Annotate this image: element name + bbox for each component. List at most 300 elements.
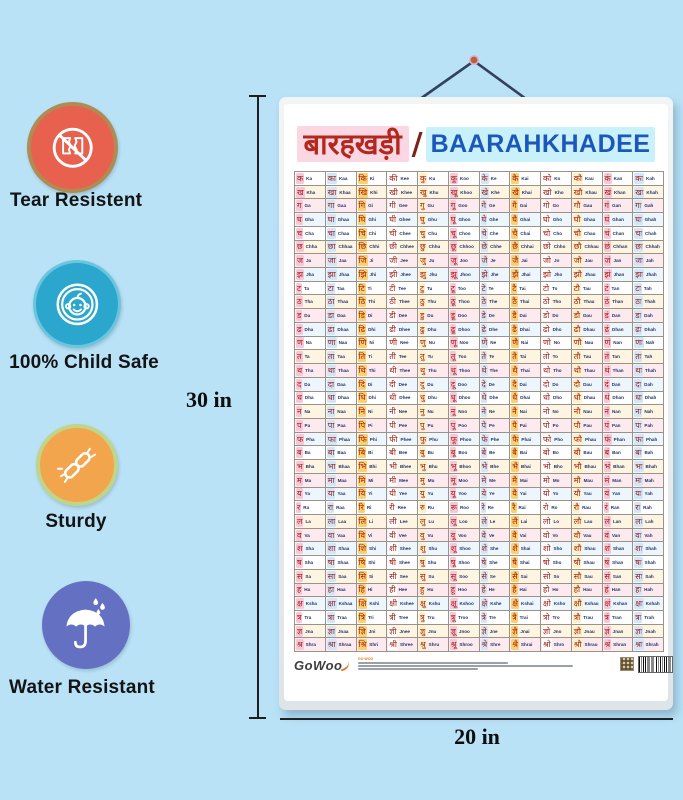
devanagari-char: क्षौ [573,599,582,609]
table-cell [449,227,480,240]
devanagari-char: वो [543,530,550,540]
title-hindi: बारहखड़ी [297,126,409,162]
table-row [295,323,663,337]
romanization: Shi [369,546,377,552]
romanization: Thai [519,299,530,305]
table-cell [480,309,511,322]
table-cell [572,638,603,651]
devanagari-char: ण [297,338,303,348]
table-cell [387,282,418,295]
table-cell [449,638,480,651]
table-cell [326,515,357,528]
romanization: Maa [337,477,347,483]
romanization: Joo [459,258,468,264]
romanization: Phai [521,436,532,442]
romanization: Loo [459,518,468,524]
devanagari-char: खः [635,187,644,197]
table-cell [633,309,663,322]
romanization: She [489,546,499,552]
romanization: Rai [518,505,526,511]
devanagari-char: तः [635,352,642,362]
romanization: Dha [304,326,314,332]
devanagari-char: क्षू [450,599,457,609]
romanization: Ya [304,491,311,497]
romanization: Bhu [428,463,438,469]
romanization: Ne [488,409,495,415]
barakhadi-table [294,171,664,652]
romanization: Phu [429,436,438,442]
table-cell [541,323,572,336]
devanagari-char: पि [358,420,366,430]
table-cell [326,254,357,267]
table-cell [387,625,418,638]
table-cell [387,638,418,651]
romanization: Vau [583,532,592,538]
romanization: Dai [519,381,527,387]
table-cell [449,515,480,528]
table-cell [295,392,326,405]
romanization: Shai [519,559,530,565]
devanagari-char: नू [450,407,456,417]
devanagari-char: रो [543,503,549,513]
romanization: Jnai [520,628,530,634]
romanization: Nai [521,340,529,346]
table-cell [326,611,357,624]
table-cell [449,570,480,583]
table-cell [603,295,634,308]
romanization: Chau [583,230,596,236]
devanagari-char: सो [543,571,551,581]
table-cell [480,474,511,487]
table-cell [572,186,603,199]
table-cell [572,488,603,501]
table-cell [572,350,603,363]
romanization: Ni [368,409,373,415]
romanization: Ko [554,175,561,181]
romanization: Trai [519,614,528,620]
devanagari-char: कू [450,173,457,183]
table-cell [480,515,511,528]
romanization: Gi [368,203,373,209]
romanization: Vah [644,532,653,538]
devanagari-char: दै [512,379,517,389]
devanagari-char: भौ [573,461,582,471]
table-cell [295,638,326,651]
devanagari-char: घे [481,215,487,225]
table-cell [603,597,634,610]
table-cell [326,350,357,363]
devanagari-char: फू [450,434,457,444]
table-cell [603,433,634,446]
table-cell [326,405,357,418]
romanization: Sha [304,559,314,565]
table-cell [449,350,480,363]
devanagari-char: जे [481,256,488,266]
table-cell [480,213,511,226]
table-cell [449,378,480,391]
romanization: Bi [368,450,373,456]
table-cell [357,282,388,295]
devanagari-char: क्षै [512,599,518,609]
romanization: Da [304,381,311,387]
romanization: Tri [368,614,374,620]
table-row [295,584,663,598]
devanagari-char: घा [327,215,335,225]
romanization: Pai [519,422,527,428]
devanagari-char: ज [297,256,303,266]
table-cell [572,460,603,473]
table-cell [480,405,511,418]
table-cell [633,241,663,254]
devanagari-char: षू [450,557,456,567]
romanization: Kaa [338,175,348,181]
devanagari-char: लः [635,516,643,526]
devanagari-char: त्रः [635,612,642,622]
devanagari-char: ठौ [573,297,581,307]
fine-print-line [358,665,573,667]
romanization: De [488,381,495,387]
devanagari-char: वा [327,530,335,540]
devanagari-char: थु [420,365,426,375]
romanization: Bah [644,450,654,456]
devanagari-char: डै [512,311,517,321]
romanization: Yaa [337,491,346,497]
romanization: Ru [427,505,434,511]
devanagari-char: ठ [297,297,302,307]
romanization: Shaa [337,559,349,565]
table-cell [295,625,326,638]
devanagari-char: वः [635,530,642,540]
romanization: Kha [306,189,316,195]
devanagari-char: गू [450,201,456,211]
romanization: Ti [367,285,372,291]
table-cell [480,254,511,267]
devanagari-char: मो [543,475,550,485]
devanagari-char: त्रं [604,612,609,622]
table-cell [633,378,663,391]
romanization: Thoo [458,299,470,305]
table-cell [418,186,449,199]
devanagari-char: ष [297,557,302,567]
devanagari-char: थो [543,365,551,375]
romanization: The [489,367,498,373]
table-cell [357,350,388,363]
table-cell [603,268,634,281]
height-dimension-line [257,96,259,719]
devanagari-char: ता [327,352,335,362]
table-cell [326,625,357,638]
devanagari-char: लु [420,516,426,526]
table-cell [541,392,572,405]
devanagari-char: वू [450,530,456,540]
table-cell [572,241,603,254]
devanagari-char: त्रु [420,612,425,622]
table-cell [387,392,418,405]
devanagari-char: श्री [389,640,397,650]
devanagari-char: टि [358,283,365,293]
devanagari-char: जा [327,256,336,266]
table-cell [295,611,326,624]
table-cell [387,309,418,322]
devanagari-char: धं [604,393,610,403]
table-row [295,515,663,529]
table-cell [480,433,511,446]
devanagari-char: दू [450,379,455,389]
devanagari-char: षो [543,557,550,567]
romanization: Ban [612,450,621,456]
table-cell [603,392,634,405]
table-cell [480,446,511,459]
table-cell [541,172,572,185]
table-cell [633,542,663,555]
romanization: Sa [305,573,312,579]
romanization: Ta [304,285,310,291]
devanagari-char: झि [358,269,367,279]
romanization: Bau [583,450,593,456]
table-cell [418,350,449,363]
table-cell [295,597,326,610]
table-cell [326,474,357,487]
table-cell [603,282,634,295]
table-cell [572,501,603,514]
romanization: Kshau [584,601,599,607]
table-cell [387,364,418,377]
romanization: Ku [429,175,436,181]
romanization: De [488,313,495,319]
romanization: The [489,299,498,305]
devanagari-char: लं [604,516,610,526]
devanagari-char: यो [543,489,550,499]
table-cell [633,323,663,336]
romanization: Troo [458,614,469,620]
romanization: Dai [519,313,527,319]
table-cell [449,295,480,308]
table-row [295,446,663,460]
table-cell [603,405,634,418]
devanagari-char: ले [481,516,487,526]
romanization: Pho [554,436,563,442]
romanization: Thi [368,299,376,305]
poster-footer [292,654,668,678]
devanagari-char: नी [389,407,396,417]
table-cell [295,433,326,446]
devanagari-char: लू [450,516,457,526]
table-cell [357,625,388,638]
table-cell [510,337,541,350]
table-cell [480,556,511,569]
devanagari-char: भो [543,461,551,471]
devanagari-char: वौ [573,530,581,540]
table-cell [510,570,541,583]
table-row [295,488,663,502]
devanagari-char: सौ [573,571,582,581]
romanization: Chai [520,230,531,236]
table-cell [541,584,572,597]
table-cell [510,529,541,542]
romanization: Cha [305,230,314,236]
table-row [295,542,663,556]
table-cell [418,597,449,610]
devanagari-char: पै [512,420,517,430]
devanagari-char: हु [420,585,425,595]
devanagari-char: ठु [420,297,425,307]
devanagari-char: ख [297,187,304,197]
devanagari-char: जी [389,256,398,266]
devanagari-char: चि [358,228,366,238]
romanization: Dee [398,313,408,319]
romanization: Daa [337,381,346,387]
romanization: Dan [611,313,621,319]
romanization: Se [489,573,496,579]
romanization: Jni [368,628,376,634]
romanization: Kai [521,175,529,181]
devanagari-char: के [481,173,488,183]
devanagari-char: ढ [297,324,302,334]
devanagari-char: रू [450,503,457,513]
devanagari-char: झ [297,269,304,279]
romanization: Saa [338,573,347,579]
romanization: Du [427,313,434,319]
table-cell [603,515,634,528]
table-cell [357,515,388,528]
devanagari-char: न [297,407,302,417]
devanagari-char: घं [604,215,610,225]
romanization: Jha [306,271,314,277]
table-cell [326,433,357,446]
romanization: Kshee [400,601,414,607]
devanagari-char: छो [543,242,551,252]
romanization: Trah [644,614,654,620]
table-cell [418,474,449,487]
romanization: Dah [644,313,653,319]
devanagari-char: ठः [635,297,642,307]
romanization: Mai [520,477,528,483]
devanagari-char: फः [635,434,644,444]
romanization: Chhoo [459,244,474,250]
devanagari-char: ठी [389,297,396,307]
devanagari-char: टो [543,283,550,293]
table-cell [541,556,572,569]
romanization: Ghau [583,217,596,223]
romanization: Chhai [520,244,534,250]
romanization: Te [489,354,495,360]
devanagari-char: कं [604,173,611,183]
devanagari-char: थं [604,365,610,375]
romanization: Thah [644,299,656,305]
poster-title [284,126,668,162]
romanization: Thai [520,367,530,373]
devanagari-char: धे [481,393,487,403]
table-cell [572,611,603,624]
devanagari-char: घू [450,215,456,225]
romanization: Pha [306,436,315,442]
romanization: Rau [582,505,591,511]
table-cell [510,172,541,185]
table-cell [295,378,326,391]
devanagari-char: बि [358,448,366,458]
romanization: Ni [369,340,374,346]
table-cell [541,364,572,377]
romanization: Gu [427,203,434,209]
devanagari-char: डं [604,311,609,321]
romanization: Jno [553,628,562,634]
romanization: Moo [458,477,468,483]
table-cell [510,186,541,199]
devanagari-char: यी [389,489,396,499]
romanization: Kshaa [338,601,353,607]
table-cell [449,501,480,514]
table-cell [480,542,511,555]
table-cell [357,542,388,555]
brand-logo [294,658,350,673]
table-cell [357,172,388,185]
romanization: Yu [427,491,434,497]
devanagari-char: दी [389,379,396,389]
devanagari-char: र [297,503,301,513]
romanization: Jai [521,258,528,264]
devanagari-char: ठै [512,297,517,307]
table-cell [357,488,388,501]
table-cell [357,584,388,597]
romanization: Chhi [369,244,380,250]
fine-print-brand-line: GO WOO [358,657,374,661]
table-cell [418,529,449,542]
romanization: Tha [305,367,314,373]
devanagari-char: ये [481,489,487,499]
table-cell [449,556,480,569]
table-cell [387,295,418,308]
romanization: Shee [398,559,410,565]
table-cell [480,419,511,432]
table-row [295,392,663,406]
devanagari-char: श्रू [450,640,457,650]
romanization: Man [612,477,622,483]
table-cell [387,474,418,487]
table-cell [572,227,603,240]
romanization: Tah [643,285,652,291]
table-row [295,474,663,488]
child-safe-badge [33,260,121,348]
table-cell [633,625,663,638]
devanagari-char: झू [450,269,457,279]
devanagari-char: थि [358,365,366,375]
romanization: Tran [611,614,622,620]
romanization: Jhee [400,271,411,277]
devanagari-char: मं [604,475,610,485]
table-cell [295,405,326,418]
table-cell [418,515,449,528]
romanization: Chho [553,244,566,250]
table-cell [572,419,603,432]
table-cell [541,638,572,651]
romanization: Gaa [337,203,347,209]
romanization: Na [304,409,311,415]
table-cell [387,186,418,199]
devanagari-char: थौ [573,365,581,375]
table-cell [418,378,449,391]
table-cell [603,172,634,185]
romanization: Khu [429,189,439,195]
devanagari-char: थः [635,365,642,375]
table-cell [418,611,449,624]
romanization: Yoo [458,491,467,497]
table-cell [295,446,326,459]
devanagari-char: शे [481,544,487,554]
romanization: Hi [367,587,373,593]
devanagari-char: शै [512,544,518,554]
table-cell [418,570,449,583]
table-cell [480,529,511,542]
